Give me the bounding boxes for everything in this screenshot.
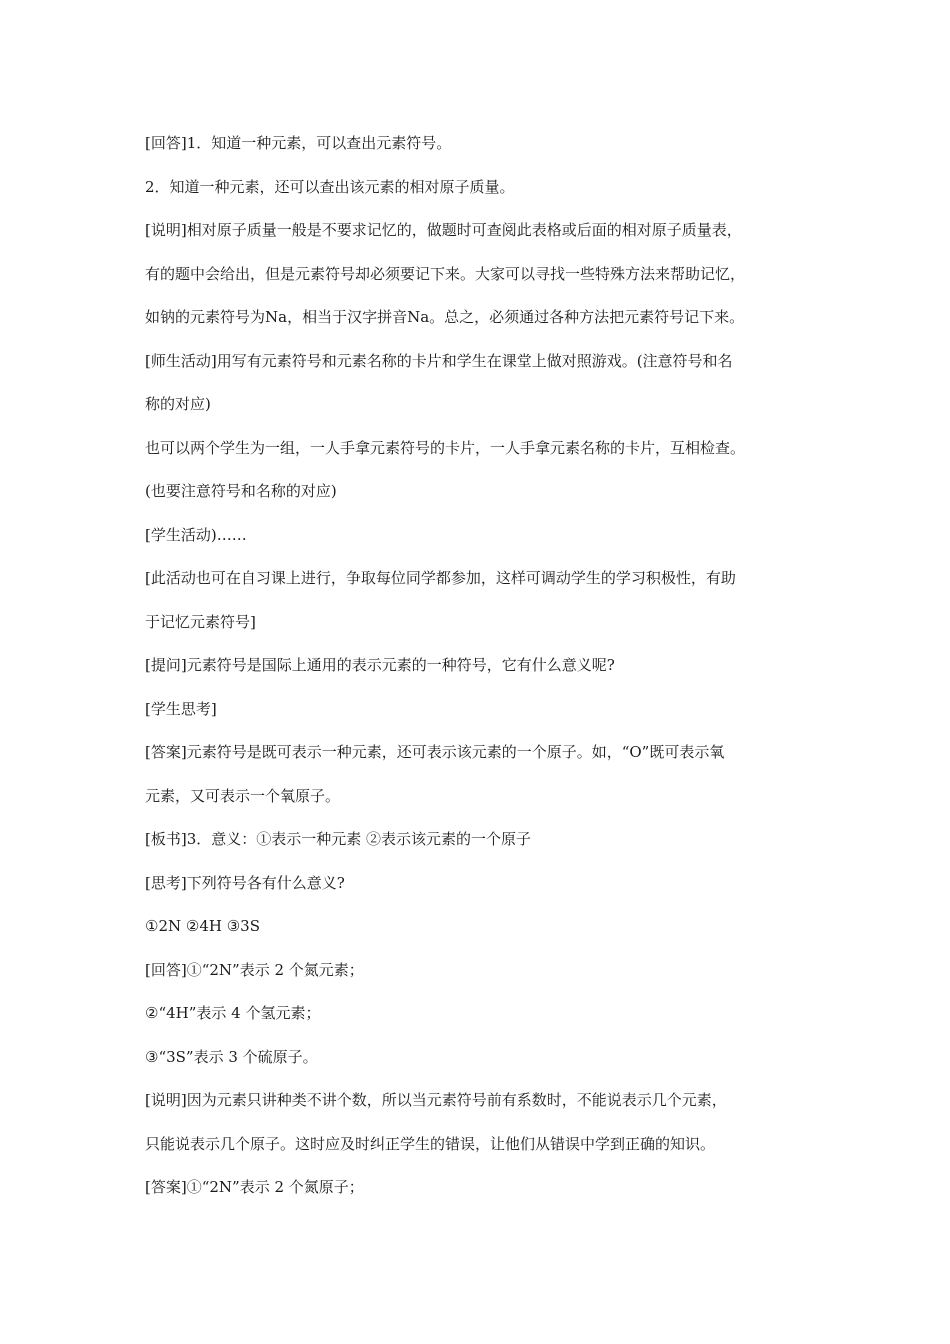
paragraph-answer-1: [回答]1．知道一种元素，可以查出元素符号。	[145, 134, 452, 152]
paragraph-reply-2: ②“4H”表示 4 个氢元素；	[145, 1004, 321, 1022]
paragraph-note-line-2: 于记忆元素符号]	[145, 612, 256, 631]
paragraph-student-activity: [学生活动)……	[145, 525, 247, 544]
paragraph-student-thinking: [学生思考]	[145, 699, 217, 718]
document-body	[145, 122, 810, 1210]
paragraph-pairs-line-1: 也可以两个学生为一组，一人手拿元素符号的卡片，一人手拿元素名称的卡片，互相检查。	[145, 438, 746, 457]
paragraph-note-line-1: [此活动也可在自习课上进行，争取每位同学都参加，这样可调动学生的学习积极性，有助	[145, 569, 736, 587]
paragraph-explanation-line-3: 如钠的元素符号为Na，相当于汉字拼音Na。总之，必须通过各种方法把元素符号记下来。	[145, 308, 745, 326]
paragraph-activity-line-2: 称的对应)	[145, 395, 211, 413]
paragraph-activity-line-1: [师生活动]用写有元素符号和元素名称的卡片和学生在课堂上做对照游戏。(注意符号和名	[145, 351, 733, 370]
paragraph-answer-2: 2．知道一种元素，还可以查出该元素的相对原子质量。	[145, 177, 515, 196]
paragraph-think: [思考]下列符号各有什么意义?	[145, 873, 345, 892]
paragraph-explanation-line-2: 有的题中会给出，但是元素符号却必须要记下来。大家可以寻找一些特殊方法来帮助记忆，	[145, 264, 746, 283]
paragraph-reply-1: [回答]①“2N”表示 2 个氮元素；	[145, 960, 364, 979]
paragraph-clarification-line-1: [说明]因为元素只讲种类不讲个数，所以当元素符号前有系数时，不能说表示几个元素，	[145, 1091, 727, 1109]
paragraph-reply-3: ③“3S”表示 3 个硫原子。	[145, 1047, 318, 1066]
paragraph-question: [提问]元素符号是国际上通用的表示元素的一种符号，它有什么意义呢?	[145, 656, 615, 674]
paragraph-pairs-line-2: (也要注意符号和名称的对应)	[145, 482, 337, 500]
paragraph-clarification-line-2: 只能说表示几个原子。这时应及时纠正学生的错误，让他们从错误中学到正确的知识。	[145, 1134, 716, 1153]
paragraph-explanation-line-1: [说明]相对原子质量一般是不要求记忆的，做题时可查阅此表格或后面的相对原子质量表，	[145, 221, 742, 239]
paragraph-answer-meaning-line-2: 元素，又可表示一个氧原子。	[145, 786, 341, 805]
paragraph-blackboard: [板书]3．意义：①表示一种元素 ②表示该元素的一个原子	[145, 830, 532, 848]
paragraph-symbols: ①2N ②4H ③3S	[145, 917, 260, 935]
paragraph-final-answer: [答案]①“2N”表示 2 个氮原子；	[145, 1178, 364, 1196]
paragraph-answer-meaning-line-1: [答案]元素符号是既可表示一种元素，还可表示该元素的一个原子。如，“O”既可表示氧	[145, 743, 725, 761]
